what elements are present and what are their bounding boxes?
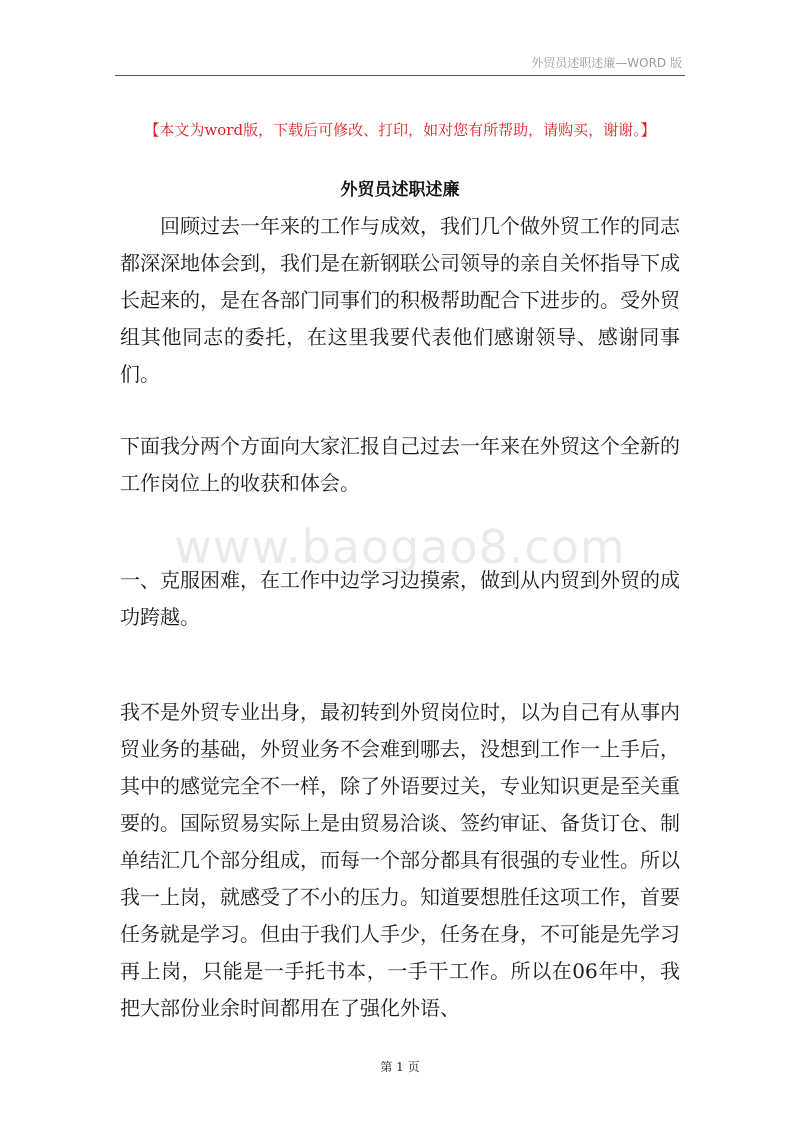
- document-title: 外贸员述职述廉: [340, 180, 460, 200]
- header-divider: [115, 75, 685, 76]
- running-header: 外贸员述职述廉—WORD 版: [531, 56, 682, 70]
- paragraph-intro: 回顾过去一年来的工作与成效，我们几个做外贸工作的同志都深深地体会到，我们是在新钢联公司领导的亲自关怀指导下成长起来的，是在各部门同事们的积极帮助配合下进步的。受外贸组其他同志的委托，在这里我要代表他们感谢领导、感谢同事们。: [120, 214, 680, 386]
- watermark-text: www.baogao8.com: [174, 520, 626, 574]
- paragraph-section-1: 我不是外贸专业出身，最初转到外贸岗位时，以为自己有从事内贸业务的基础，外贸业务不会难到哪去，没想到工作一上手后，其中的感觉完全不一样，除了外语要过关，专业知识更是至关重要的。国际贸易实际上是由贸易洽谈、签约审证、备货订仓、制单结汇几个部分组成，而每一个部分都具有很强的专业性。所以我一上岗，就感受了不小的压力。知道要想胜任这项工作，首要任务就是学习。但由于我们人手少，任务在身，不可能是先学习再上岗，只能是一手托书本，一手干工作。所以在06年中，我把大部份业余时间都用在了强化外语、: [120, 700, 680, 1020]
- paragraph-overview: 下面我分两个方面向大家汇报自己过去一年来在外贸这个全新的工作岗位上的收获和体会。: [120, 434, 680, 495]
- page-number: 第 1 页: [380, 1060, 420, 1074]
- section-heading-1: 一、克服困难，在工作中边学习边摸索，做到从内贸到外贸的成功跨越。: [120, 568, 680, 629]
- download-notice: 【本文为word版，下载后可修改、打印，如对您有所帮助，请购买，谢谢。】: [144, 121, 656, 139]
